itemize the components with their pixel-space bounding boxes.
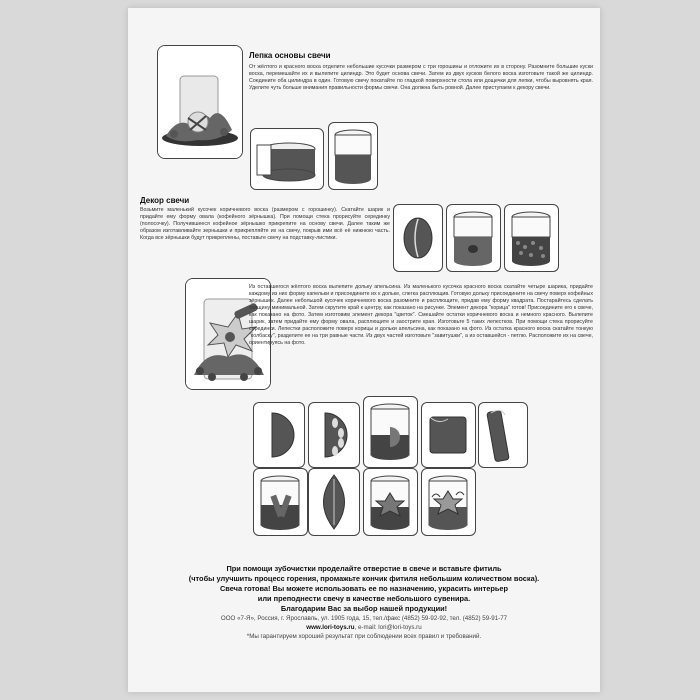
finished-candle-illustration [421,468,476,536]
petal-illustration [308,468,360,536]
section1-title: Лепка основы свечи [249,51,331,60]
email-text: , e-mail: lori@lori-toys.ru [354,624,422,631]
orange-slice-drops-illustration [308,402,360,468]
candle-with-slice-illustration [363,396,418,468]
footer-line-3: Свеча готова! Вы можете использовать ее по назначению, украсить интерьер [219,584,509,593]
step-illustration-cylinder-dark [250,128,324,190]
candle-photo-1 [157,45,243,159]
footer [128,564,600,641]
footer-line-5: Благодарим Вас за выбор нашей продукции! [280,604,448,613]
instruction-sheet [128,8,600,692]
candle-with-bean-illustration [446,204,501,272]
cinnamon-roll-illustration [478,402,528,468]
guarantee-note: *Мы гарантируем хороший результат при соблюдении всех правил и требований. [246,633,482,640]
candle-with-flower-illustration [363,468,418,536]
candle-covered-beans-illustration [504,204,559,272]
section2-text: Возьмите маленький кусочек коричневого воска (размером с горошинку). Скатайте шарик и придайте ему форму овала (кофейного зёрнышка). При помощи стека прорисуйте серединку (полосочку). Получившееся кофейное зёрнышко прикрепите на основу свечи. Далее таким же образом изготавливайте зернышки и прикрепляйте их на свечу, покрыв ими всё её нижнюю часть. Когда все зёрнышки будут прикреплены, поставьте свечу на подставку-листики. [140,207,390,241]
contacts-line [128,623,600,632]
candle-with-cinnamon-illustration [253,468,308,536]
footer-line-4: или преподнести свечу в качестве небольшого сувенира. [257,594,471,603]
coffee-bean-illustration [393,204,443,272]
section3-text: Из оставшегося жёлтого воска вылепите дольку апельсина. Из маленького кусочка красного воска скатайте четыре шарика, придайте каждому из них форму капельки и присоедините их к дольке, слегка расплющив. Готовую дольку присоедините на свечу поверх кофейных зёрнышек. Далее небольшой кусочек коричневого воска разомните и расплющите, придав ему форму квадрата. Постарайтесь сделать толщину минимальной. Затем скрутите край к центру, как показано на рисунке. Элемент декора "корица" готов! Присоедините его к свече, как показано на фото. Затем изготовим элемент декора "цветок". Смешайте остатки коричневого воска и немного красного. Вылепите шарик, затем придайте ему форму овала, расплющите и заострите края. Изготовьте 5 таких лепестков. При помощи стека прорисуйте серединки. Лепестки расположите поверх корицы и дольки апельсина, как показано на фото. Из остатка красного воска скатайте тонкую "колбаску", разделите ее на три равные части. Из двух частей изготовьте "завитушки", а из оставшейся - петлю. Расположите их на свече, ориентируясь на фото. [249,284,593,346]
section1-text: От жёлтого и красного воска отделите небольшие кусочки размером с три горошины и отложите их в сторону. Разомните большие куски воска, перемешайте их и вылепите цилиндр. Это будет основа свечи. Затем из двух кусков белого воска изготовьте такой же цилиндр. Соедините оба цилиндра в один. Готовую свечу покатайте по гладкой поверхности стола или дощечки для лепки, чтобы выровнять края. Уделите чуть больше внимания правильности формы свечи. Она должна быть ровной. Далее приступаем к декору свечи. [249,64,593,91]
footer-line-1: При помощи зубочистки проделайте отверстие в свече и вставьте фитиль [226,564,502,573]
cinnamon-square-illustration [421,402,476,468]
orange-slice-illustration [253,402,305,468]
company-address: ООО «7-Я», Россия, г. Ярославль, ул. 1905 года, 15, тел./факс (4852) 59-92-92, тел. (4852) 59-91-77 [220,615,508,622]
footer-line-2: (чтобы улучшить процесс горения, промажьте кончик фитиля небольшим количеством воска). [188,574,540,583]
step-illustration-candle-base [328,122,378,190]
section2-title: Декор свечи [140,196,190,205]
website-link[interactable]: www.lori-toys.ru [306,624,355,631]
